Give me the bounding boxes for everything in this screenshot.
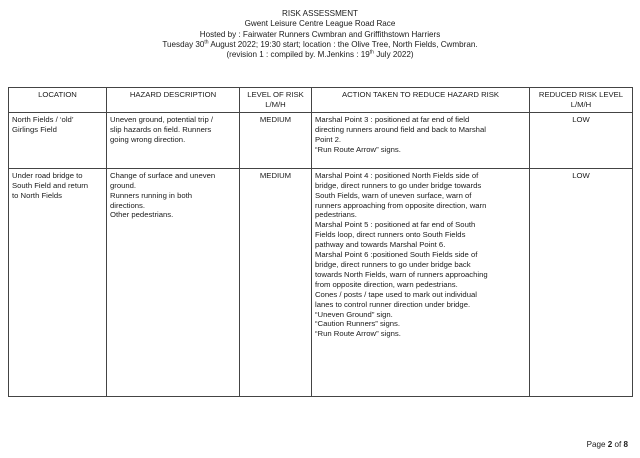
page-number: Page 2 of 8	[586, 440, 628, 449]
document-title: RISK ASSESSMENT	[281, 9, 358, 18]
table-header-row	[9, 88, 633, 113]
col-header-action: ACTION TAKEN TO REDUCE HAZARD RISK	[312, 88, 530, 113]
document-header	[0, 9, 640, 60]
col-header-location: LOCATION	[9, 88, 107, 113]
risk-level-cell: MEDIUM	[240, 112, 312, 168]
action-cell: Marshal Point 3 : positioned at far end of field directing runners around field and back to Marshal Point 2. “Run Route Arrow” signs.	[312, 112, 530, 168]
revision-info: (revision 1 : compiled by. M.Jenkins : 19th July 2022)	[226, 49, 414, 60]
event-date-location: Tuesday 30th August 2022; 19:30 start; location : the Olive Tree, North Fields, Cwmbran.	[162, 39, 478, 49]
col-header-hazard: HAZARD DESCRIPTION	[107, 88, 240, 113]
location-cell: North Fields / ‘old’ Girlings Field	[9, 112, 107, 168]
col-header-reduced-risk: REDUCED RISK LEVEL L/M/H	[530, 88, 633, 113]
reduced-risk-cell: LOW	[530, 168, 633, 396]
hazard-cell: Change of surface and uneven ground. Runners running in both directions. Other pedestrians.	[107, 168, 240, 396]
risk-table	[8, 87, 633, 397]
risk-level-cell: MEDIUM	[240, 168, 312, 396]
location-cell: Under road bridge to South Field and return to North Fields	[9, 168, 107, 396]
table-row	[9, 112, 633, 168]
action-cell: Marshal Point 4 : positioned North Fields side of bridge, direct runners to go under bridge towards South Fields, warn of uneven surface, warn of runners approaching from opposite direction, warn pedestrians. Marshal Point 5 : positioned at far end of South Fields loop, direct runners onto South Fields pathway and towards Marshal Point 6. Marshal Point 6 :positioned South Fields side of bridge, direct runners to go under bridge back towards North Fields, warn of runners approaching from opposite direction, warn pedestrians. Cones / posts / tape used to mark out individual lanes to control runner direction under bridge. “Uneven Ground” sign. “Caution Runners” signs. “Run Route Arrow” signs.	[312, 168, 530, 396]
table-row	[9, 168, 633, 396]
event-hosts: Hosted by : Fairwater Runners Cwmbran and Griffithstown Harriers	[199, 29, 441, 39]
event-name: Gwent Leisure Centre League Road Race	[244, 19, 396, 29]
reduced-risk-cell: LOW	[530, 112, 633, 168]
col-header-risk-level: LEVEL OF RISK L/M/H	[240, 88, 312, 113]
hazard-cell: Uneven ground, potential trip / slip hazards on field. Runners going wrong direction.	[107, 112, 240, 168]
